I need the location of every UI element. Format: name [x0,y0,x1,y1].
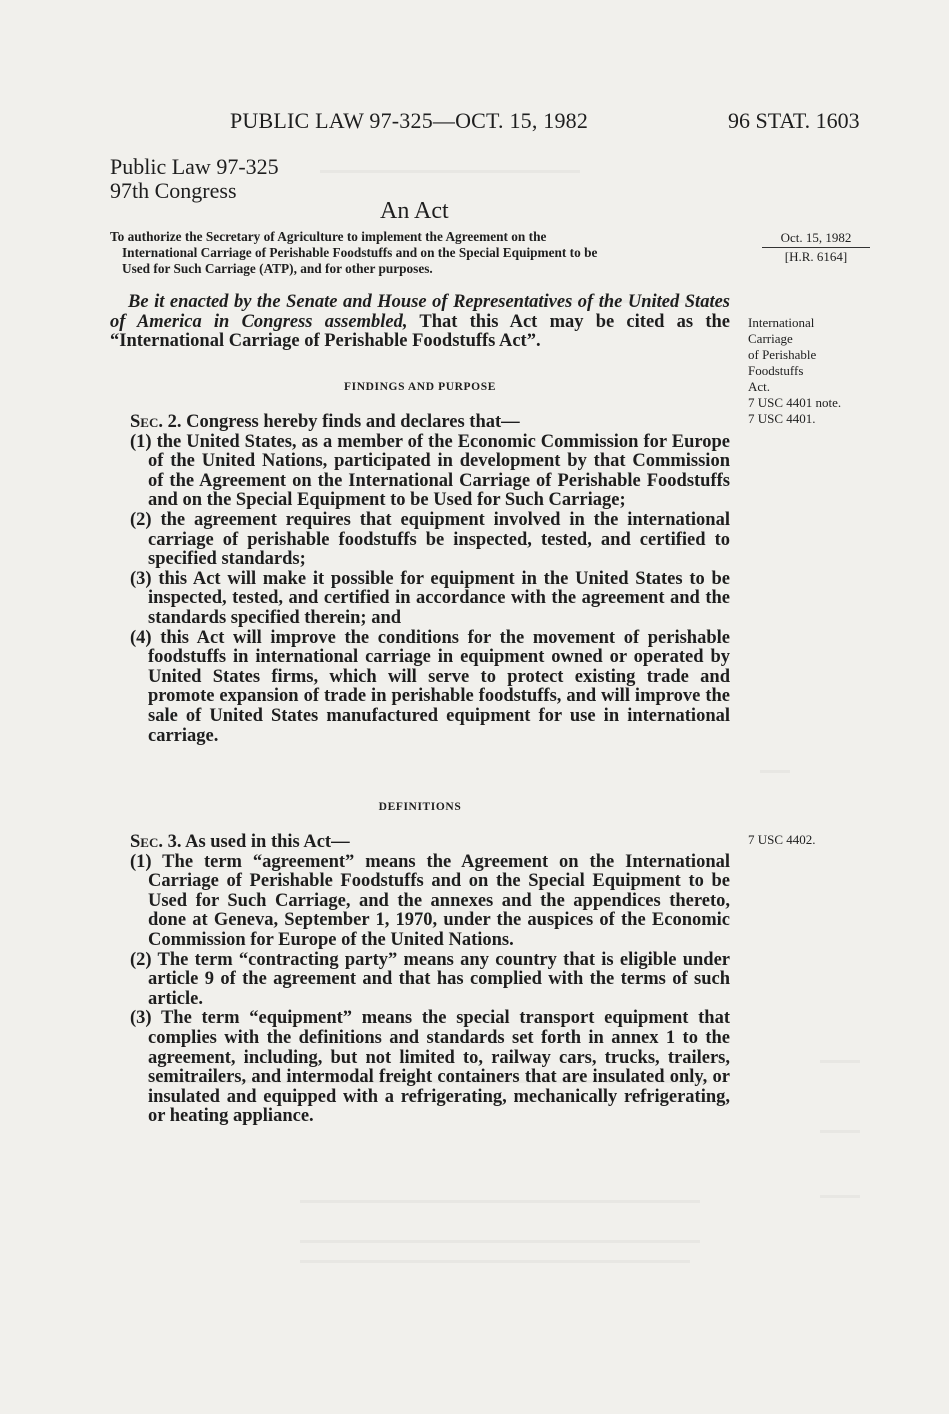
sidenote-bill-number: [H.R. 6164] [784,249,848,264]
definition-3: (3) The term “equipment” means the special transport equipment that complies with the definitions and standards set forth in annex 1 to the agreement, including, but not limited to, railway cars, trucks, trailers, semitrailers, and intermodal freight containers that are insulated only, or insulated and equipped with a refrigerating, mechanically refrigerating, or heating appliance. [130,1008,730,1127]
section-3 [110,833,730,1127]
enacting-formula: Be it enacted by the Senate and House of Representatives of the United States of America in Congress assembled, [110,292,730,332]
finding-4: (4) this Act will improve the conditions for the movement of perishable foodstuffs in international carriage in equipment owned or operated by United States firms, which will serve to protect existing trade and promote expansion of trade in perishable foodstuffs, and will improve the sale of United States manufactured equipment for use in international carriage. [130,627,730,746]
sidenote-usc-note: 7 USC 4401 note. [748,395,842,410]
section-label: Sec. 3. [130,832,182,852]
section-2 [110,413,730,746]
sidenote-short-title [748,315,898,427]
sidenote-line: of Perishable [748,347,817,362]
purpose-line: Used for Such Carriage (ATP), and for other purposes. [122,261,433,276]
sidenote-line: Act. [748,379,771,394]
definition-2: (2) The term “contracting party” means any country that is eligible under article 9 of the agreement and that has complied with the terms of such article. [130,949,730,1009]
sidenote-line: Foodstuffs [748,363,804,378]
section-intro-text: Congress hereby finds and declares that— [181,412,520,432]
section-2-intro [110,413,730,433]
section-heading-definitions: DEFINITIONS [378,801,462,813]
finding-3: (3) this Act will make it possible for equipment in the United States to be inspected, tested, and certified in accordance with the agreement and the standards specified therein; and [130,568,730,628]
short-title-text: That this Act may be cited as the “International Carriage of Perishable Foodstuffs Act”. [110,311,730,352]
public-law-number: Public Law 97-325 [110,154,279,179]
sidenote-usc-4402: 7 USC 4402. [748,832,816,847]
congress-number: 97th Congress [110,178,237,203]
running-header: PUBLIC LAW 97-325—OCT. 15, 1982 [230,108,589,133]
purpose-statement [110,229,730,277]
sidenote-usc-4402-block [748,832,816,848]
section-intro-text: As used in this Act— [181,832,350,852]
sidenote-usc-4401: 7 USC 4401. [748,411,816,426]
sidenote-line: International [748,315,815,330]
sidenote-date: Oct. 15, 1982 [762,230,870,248]
purpose-line: To authorize the Secretary of Agriculture to implement the Agreement on the [110,229,547,244]
definition-1: (1) The term “agreement” means the Agreement on the International Carriage of Perishable Foodstuffs and on the Special Equipment to be Used for Such Carriage, and the annexes and the appendices thereto, done at Geneva, September 1, 1970, under the auspices of the Economic Commission for Europe of the United Nations. [130,851,730,950]
stat-page-number: 96 STAT. 1603 [728,108,860,133]
finding-2: (2) the agreement requires that equipment involved in the international carriage of perishable foodstuffs be inspected, tested, and certified to specified standards; [130,509,730,570]
enacting-clause [110,293,730,352]
section-3-intro [110,833,730,853]
section-label: Sec. 2. [130,412,182,432]
purpose-line: International Carriage of Perishable Foodstuffs and on the Special Equipment to be [122,245,598,260]
an-act-title: An Act [380,198,449,224]
sidenote-line: Carriage [748,331,793,346]
section-heading-findings: FINDINGS AND PURPOSE [344,381,496,393]
finding-1: (1) the United States, as a member of the Economic Commission for Europe of the United Nations, participated in development by that Commission of the Agreement on the International Carriage of Perishable Foodstuffs and on the Special Equipment to be Used for Such Carriage; [130,431,730,511]
